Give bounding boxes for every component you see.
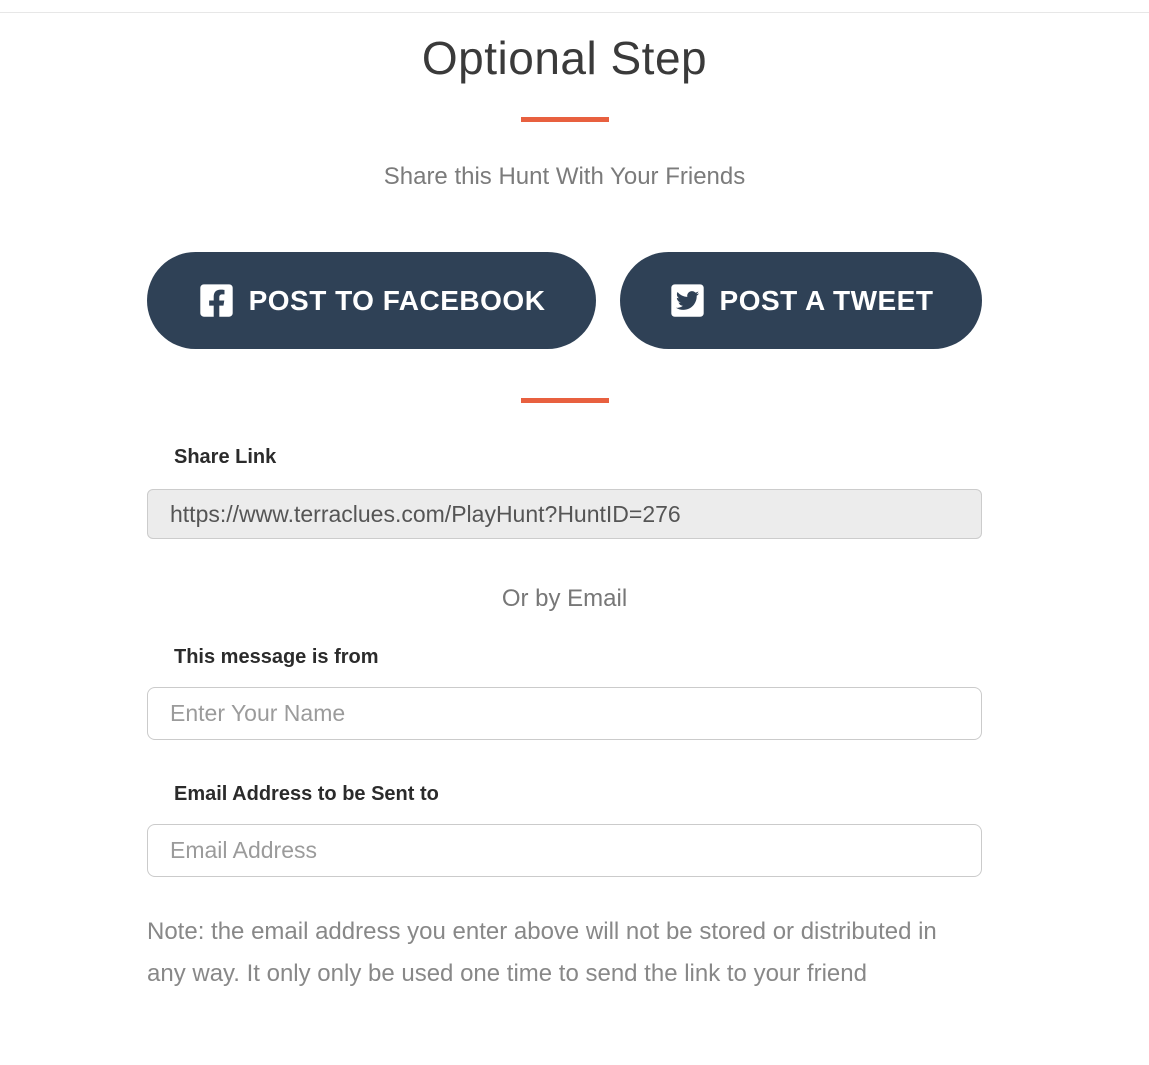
- or-by-email-heading: Or by Email: [501, 585, 628, 612]
- accent-divider-top: [521, 117, 609, 122]
- top-divider: [0, 0, 1149, 13]
- sender-name-input[interactable]: [147, 687, 982, 740]
- social-buttons-row: [147, 252, 982, 349]
- share-link-input[interactable]: [147, 489, 982, 539]
- accent-divider-middle: [521, 398, 609, 403]
- twitter-icon: [669, 282, 706, 319]
- post-a-tweet-button[interactable]: [620, 252, 982, 349]
- recipient-email-input[interactable]: [147, 824, 982, 877]
- privacy-note: Note: the email address you enter above will not be stored or distributed in any way. It only only be used one time to send the link to your friend: [147, 918, 937, 987]
- share-subtitle: Share this Hunt With Your Friends: [383, 163, 746, 190]
- page-title: Optional Step: [421, 32, 708, 84]
- optional-step-panel: [147, 31, 982, 1035]
- post-to-facebook-label: POST TO FACEBOOK: [248, 284, 546, 316]
- facebook-icon: [198, 282, 235, 319]
- post-to-facebook-button[interactable]: [147, 252, 596, 349]
- share-link-label: Share Link: [174, 446, 277, 468]
- message-from-label: This message is from: [174, 646, 379, 668]
- email-address-label: Email Address to be Sent to: [174, 783, 439, 805]
- post-a-tweet-label: POST A TWEET: [719, 284, 934, 316]
